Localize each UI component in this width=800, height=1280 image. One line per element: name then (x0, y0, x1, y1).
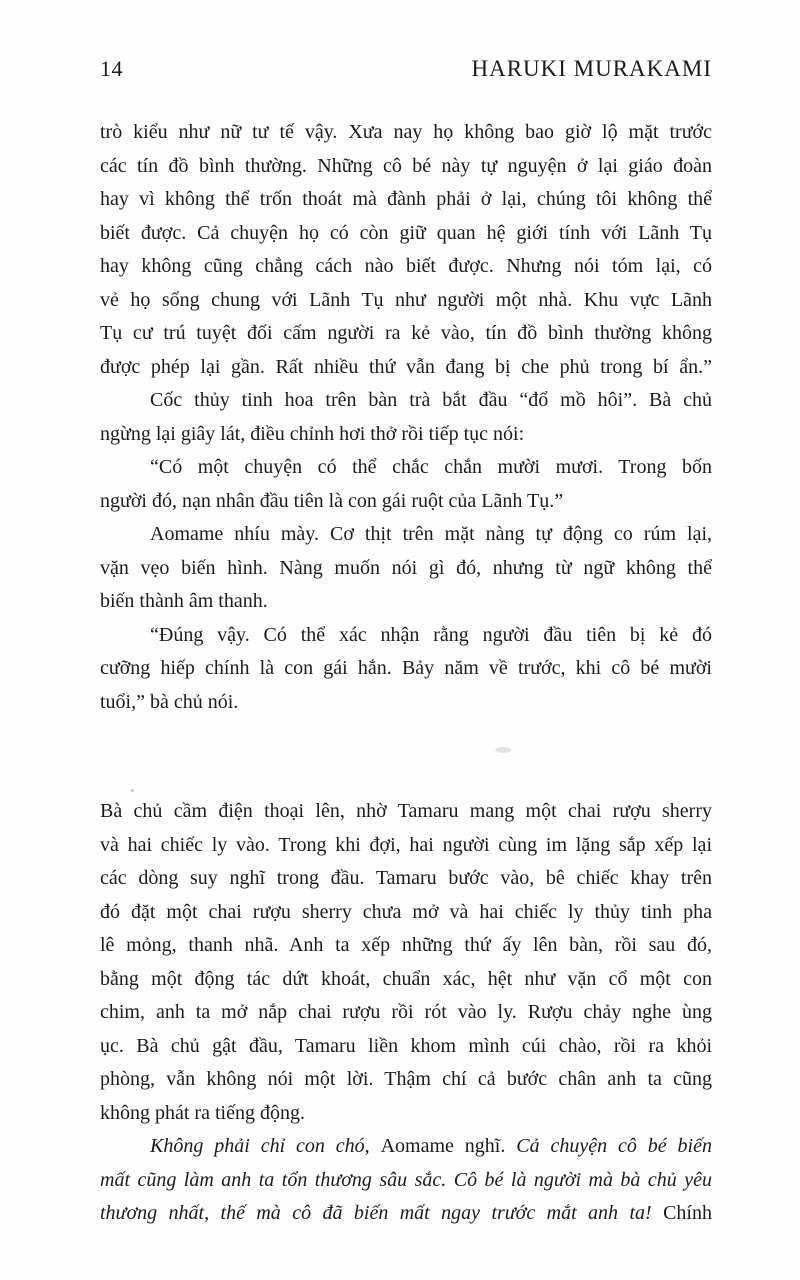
scan-artifact (495, 747, 511, 753)
text-line: bằng một động tác dứt khoát, chuẩn xác, hệt như vặn cổ một con (100, 967, 712, 990)
text-line: cưỡng hiếp chính là con gái hắn. Bảy năm về trước, khi cô bé mười (100, 657, 712, 679)
scan-artifact (131, 789, 134, 792)
text-line: tuổi,” bà chủ nói. (100, 690, 239, 713)
text-line: vặn vẹo biến hình. Nàng muốn nói gì đó, nhưng từ ngữ không thể (100, 556, 712, 579)
text-line: Không phải chỉ con chó, Aomame nghĩ. Cả chuyện cô bé biến (150, 1135, 712, 1157)
text-line: đó đặt một chai rượu sherry chưa mở và hai chiếc ly thủy tinh pha (100, 900, 712, 923)
text-line: Bà chủ cầm điện thoại lên, nhờ Tamaru mang một chai rượu sherry (100, 800, 712, 822)
text-line: lê mỏng, thanh nhã. Anh ta xếp những thứ ấy lên bàn, rồi sau đó, (100, 934, 712, 956)
page-header (100, 56, 712, 84)
text-line: hay vì không thể trốn thoát mà đành phải ở lại, chúng tôi không thể (100, 188, 712, 210)
text-line: hay không cũng chẳng cách nào biết được. Nhưng nói tóm lại, có (100, 255, 712, 277)
text-line: “Có một chuyện có thể chắc chắn mười mươi. Trong bốn (150, 456, 712, 478)
text-line: ngừng lại giây lát, điều chỉnh hơi thở rồi tiếp tục nói: (100, 422, 525, 445)
text-line: Aomame nhíu mày. Cơ thịt trên mặt nàng tự động co rúm lại, (150, 523, 712, 545)
text-line: các tín đồ bình thường. Những cô bé này tự nguyện ở lại giáo đoàn (100, 154, 712, 177)
text-line: thương nhất, thế mà cô đã biến mất ngay trước mắt anh ta! Chính (100, 1202, 712, 1224)
running-title: HARUKI MURAKAMI (471, 56, 712, 81)
text-line: trò kiểu như nữ tư tế vậy. Xưa nay họ không bao giờ lộ mặt trước (100, 121, 712, 143)
text-line: chim, anh ta mở nắp chai rượu rồi rót vào ly. Rượu chảy nghe ùng (100, 1001, 712, 1023)
text-line: biết được. Cả chuyện họ có còn giữ quan hệ giới tính với Lãnh Tụ (100, 221, 712, 244)
text-line: người đó, nạn nhân đầu tiên là con gái ruột của Lãnh Tụ.” (100, 489, 564, 512)
text-line: vẻ họ sống chung với Lãnh Tụ như người một nhà. Khu vực Lãnh (100, 288, 712, 311)
body-text (100, 116, 712, 1231)
text-line: các dòng suy nghĩ trong đầu. Tamaru bước vào, bê chiếc khay trên (100, 867, 712, 889)
text-line: “Đúng vậy. Có thể xác nhận rằng người đầu tiên bị kẻ đó (150, 623, 712, 646)
text-line: Cốc thủy tinh hoa trên bàn trà bắt đầu “đổ mồ hôi”. Bà chủ (150, 389, 712, 411)
text-line: phòng, vẫn không nói một lời. Thậm chí cả bước chân anh ta cũng (100, 1068, 712, 1090)
text-line: mất cũng làm anh ta tổn thương sâu sắc. Cô bé là người mà bà chủ yêu (100, 1168, 712, 1191)
text-line: được phép lại gần. Rất nhiều thứ vẫn đang bị che phủ trong bí ẩn.” (100, 355, 712, 378)
text-line: không phát ra tiếng động. (100, 1101, 305, 1124)
scene-break (100, 719, 712, 795)
text-line: biến thành âm thanh. (100, 590, 268, 612)
page-number: 14 (100, 56, 123, 81)
text-line: và hai chiếc ly vào. Trong khi đợi, hai người cùng im lặng sắp xếp lại (100, 833, 712, 856)
text-line: Tụ cư trú tuyệt đối cấm người ra kẻ vào, tín đồ bình thường không (100, 322, 712, 344)
text-line: ục. Bà chủ gật đầu, Tamaru liền khom mình cúi chào, rồi ra khỏi (100, 1034, 712, 1057)
page-content (100, 56, 712, 1231)
